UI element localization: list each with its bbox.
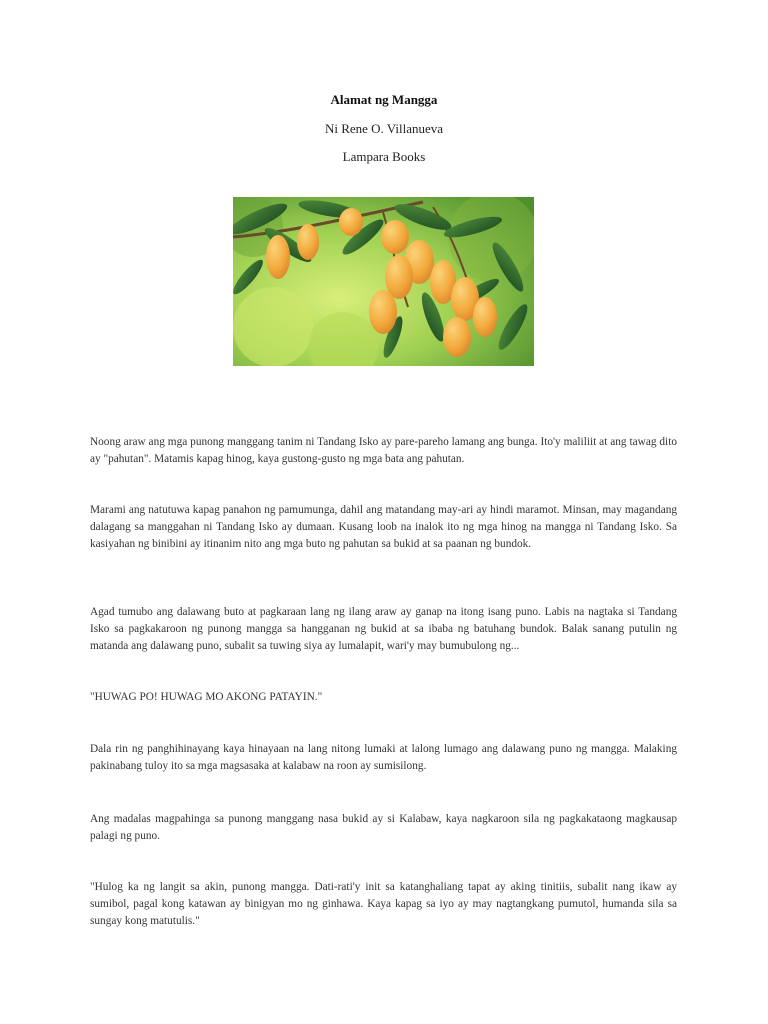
document-publisher: Lampara Books: [342, 149, 426, 164]
paragraph-6: Ang madalas magpahinga sa punong manggang nasa bukid ay si Kalabaw, kaya nagkaroon sila ng pagkakataong magkausap palagi ng puno.: [90, 813, 677, 842]
paragraph-5: Dala rin ng panghihinayang kaya hinayaan na lang nitong lumaki at lalong lumago ang dalawang puno ng mangga. Malaking pakinabang tuloy ito sa mga magsasaka at kalabaw na roon ay sumisilong.: [90, 743, 677, 772]
paragraph-2: Marami ang natutuwa kapag panahon ng pamumunga, dahil ang matandang may-ari ay hindi maramot. Minsan, may magandang dalagang sa manggahan ni Tandang Isko ay dumaan. Kusang loob na inalok ito ng mga hinog na mangga ni Tandang Isko. Sa kasiyahan ng binibini ay itinanim nito ang mga buto ng pahutan sa bukid at sa paanan ng bundok.: [90, 504, 677, 550]
document-title: Alamat ng Mangga: [330, 92, 438, 107]
document-author: Ni Rene O. Villanueva: [324, 121, 444, 136]
paragraph-4: "HUWAG PO! HUWAG MO AKONG PATAYIN.": [90, 691, 323, 703]
paragraph-1: Noong araw ang mga punong manggang tanim ni Tandang Isko ay pare-pareho lamang ang bunga. Ito'y maliliit at ang tawag dito ay "pahutan". Matamis kapag hinog, kaya gustong-gusto ng mga bata ang pahutan.: [90, 436, 677, 465]
mango-tree-photo: [233, 197, 534, 366]
paragraph-3: Agad tumubo ang dalawang buto at pagkaraan lang ng ilang araw ay ganap na itong isang puno. Labis na nagtaka si Tandang Isko sa pagkakaroon ng punong mangga sa hangganan ng bukid at sa ibaba ng batuhang bundok. Balak sanang putulin ng matanda ang dalawang puno, subalit sa tuwing siya ay lumalapit, wari'y may bumubulong ng...: [90, 606, 677, 652]
paragraph-7: "Hulog ka ng langit sa akin, punong mangga. Dati-rati'y init sa katanghaliang tapat ay aking tinitiis, subalit nang ikaw ay sumibol, pagal kong katawan ay binigyan mo ng ginhawa. Kaya kapag sa iyo ay may nagtangkang pumutol, humanda sila sa sungay kong matutulis.": [90, 881, 677, 927]
